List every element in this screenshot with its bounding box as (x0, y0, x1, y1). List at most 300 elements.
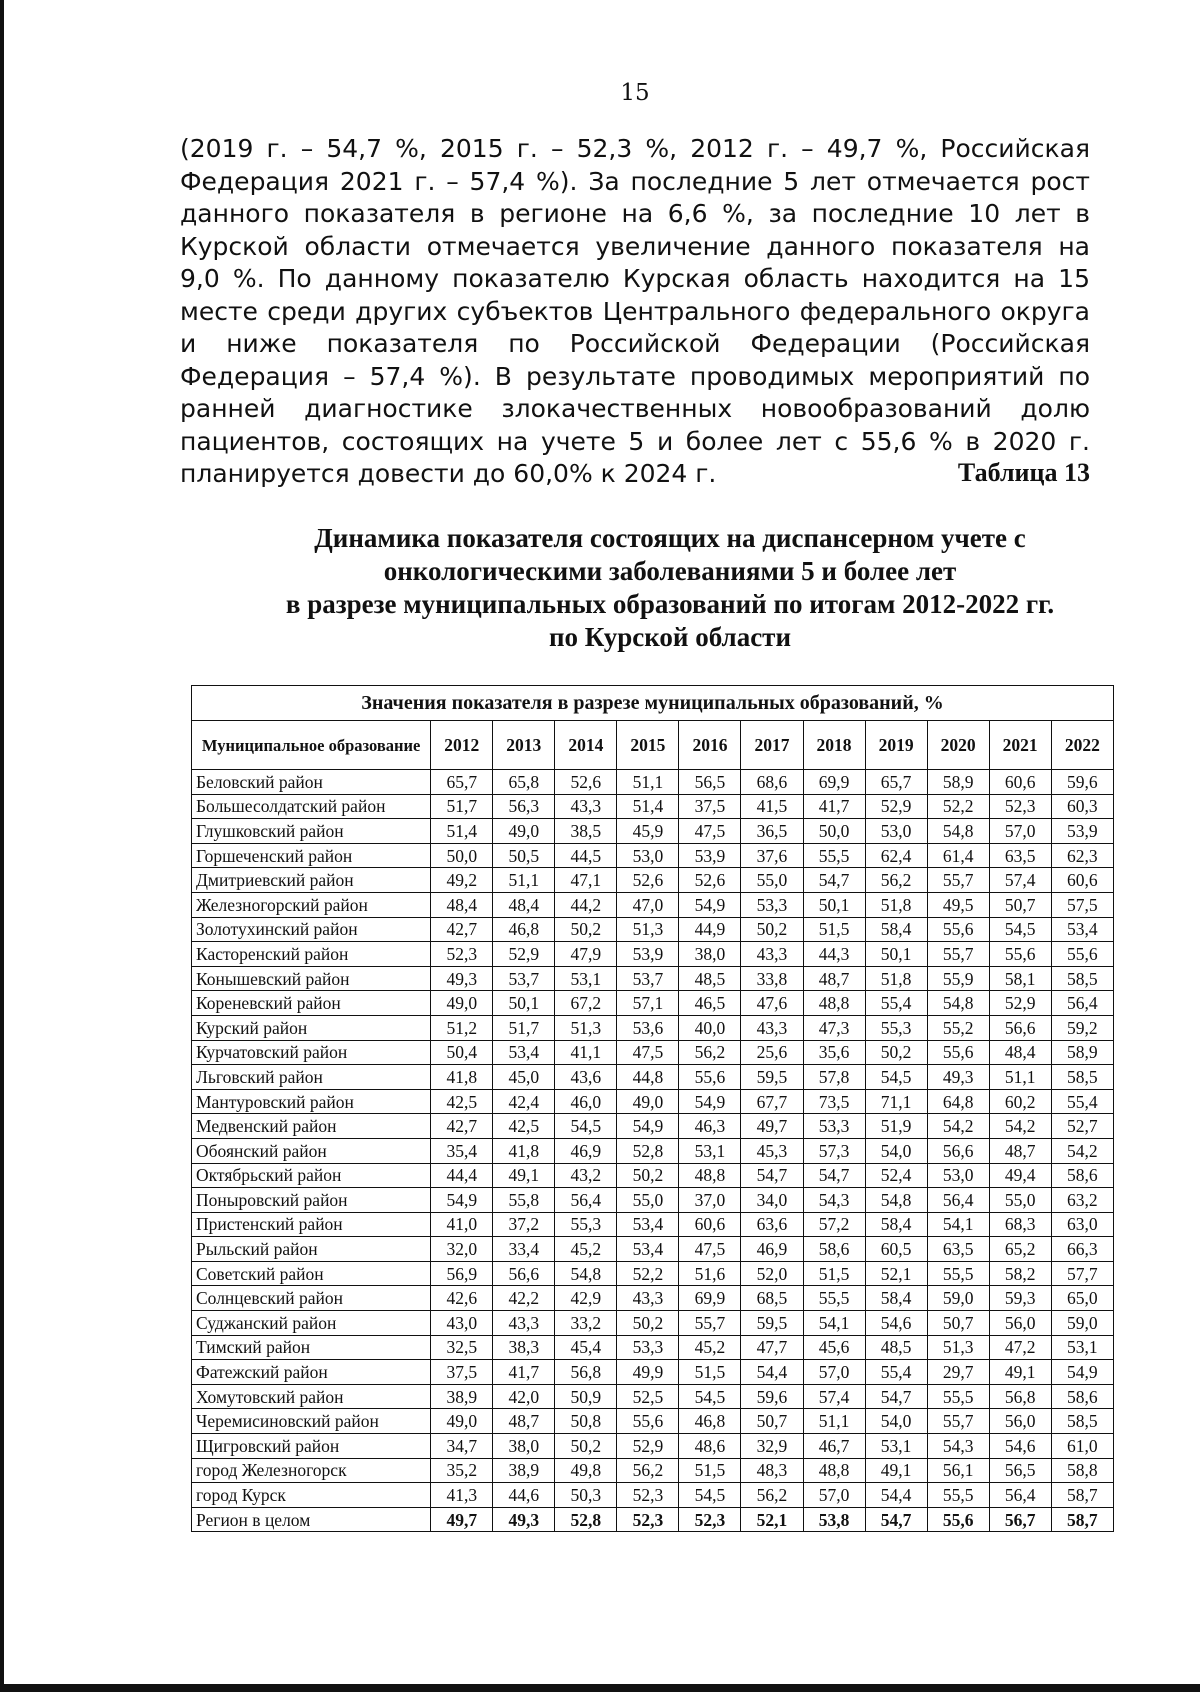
indicator-value: 45,2 (679, 1335, 741, 1360)
indicator-value: 50,2 (617, 1163, 679, 1188)
indicator-value: 48,5 (679, 966, 741, 991)
indicator-value: 41,0 (431, 1212, 493, 1237)
indicator-value: 42,7 (431, 917, 493, 942)
indicator-value: 53,9 (617, 942, 679, 967)
indicator-value: 64,8 (927, 1089, 989, 1114)
indicator-value: 56,2 (865, 868, 927, 893)
indicator-value: 35,4 (431, 1138, 493, 1163)
indicator-value: 38,3 (493, 1335, 555, 1360)
table-row (192, 942, 1114, 967)
indicator-value: 52,8 (555, 1507, 617, 1532)
indicator-value: 53,3 (803, 1114, 865, 1139)
municipality-name: Поныровский район (192, 1188, 431, 1213)
indicator-value: 49,1 (865, 1458, 927, 1483)
indicator-value: 54,9 (679, 1089, 741, 1114)
municipality-name: Фатежский район (192, 1360, 431, 1385)
table-row (192, 991, 1114, 1016)
indicator-value: 43,2 (555, 1163, 617, 1188)
indicator-value: 51,4 (431, 819, 493, 844)
indicator-value: 55,6 (1051, 942, 1113, 967)
indicator-value: 60,3 (1051, 794, 1113, 819)
municipality-name: Железногорский район (192, 892, 431, 917)
indicator-value: 59,3 (989, 1286, 1051, 1311)
indicator-value: 58,9 (1051, 1040, 1113, 1065)
indicator-value: 41,7 (803, 794, 865, 819)
indicator-value: 44,5 (555, 843, 617, 868)
indicator-value: 43,3 (617, 1286, 679, 1311)
indicator-value: 54,7 (741, 1163, 803, 1188)
indicator-value: 55,4 (865, 991, 927, 1016)
indicator-value: 68,3 (989, 1212, 1051, 1237)
table-row (192, 1384, 1114, 1409)
indicator-value: 53,9 (1051, 819, 1113, 844)
indicator-value: 49,2 (431, 868, 493, 893)
table-title-line: онкологическими заболеваниями 5 и более лет (383, 556, 957, 586)
indicator-value: 65,7 (865, 770, 927, 795)
indicator-value: 55,8 (493, 1188, 555, 1213)
indicator-value: 44,9 (679, 917, 741, 942)
indicator-value: 56,4 (989, 1483, 1051, 1508)
indicator-value: 43,6 (555, 1065, 617, 1090)
indicator-value: 38,0 (493, 1434, 555, 1459)
indicator-value: 54,5 (865, 1065, 927, 1090)
indicator-value: 58,6 (1051, 1163, 1113, 1188)
indicator-value: 49,3 (493, 1507, 555, 1532)
indicator-value: 67,7 (741, 1089, 803, 1114)
indicator-value: 54,8 (865, 1188, 927, 1213)
indicator-value: 55,7 (927, 942, 989, 967)
municipality-name: Рыльский район (192, 1237, 431, 1262)
indicator-value: 65,7 (431, 770, 493, 795)
indicator-value: 38,9 (493, 1458, 555, 1483)
indicator-value: 48,8 (803, 991, 865, 1016)
indicator-value: 62,4 (865, 843, 927, 868)
indicator-value: 60,2 (989, 1089, 1051, 1114)
indicator-value: 56,3 (493, 794, 555, 819)
indicator-value: 35,6 (803, 1040, 865, 1065)
indicator-value: 50,7 (927, 1311, 989, 1336)
indicator-value: 46,7 (803, 1434, 865, 1459)
indicator-value: 73,5 (803, 1089, 865, 1114)
column-header-year: 2014 (555, 721, 617, 770)
indicator-value: 65,2 (989, 1237, 1051, 1262)
indicator-value: 53,3 (617, 1335, 679, 1360)
indicator-value: 50,8 (555, 1409, 617, 1434)
municipality-name: Конышевский район (192, 966, 431, 991)
indicator-value: 62,3 (1051, 843, 1113, 868)
indicator-value: 54,1 (803, 1311, 865, 1336)
indicator-value: 48,8 (803, 1458, 865, 1483)
indicator-value: 59,6 (741, 1384, 803, 1409)
indicator-value: 68,5 (741, 1286, 803, 1311)
indicator-value: 54,7 (803, 1163, 865, 1188)
indicator-value: 67,2 (555, 991, 617, 1016)
indicator-value: 52,9 (865, 794, 927, 819)
indicator-value: 54,8 (927, 819, 989, 844)
indicator-value: 54,9 (1051, 1360, 1113, 1385)
indicator-value: 49,0 (493, 819, 555, 844)
indicator-value: 55,5 (927, 1261, 989, 1286)
indicator-value: 51,5 (679, 1458, 741, 1483)
indicator-value: 53,4 (617, 1212, 679, 1237)
indicator-value: 50,7 (741, 1409, 803, 1434)
indicator-value: 45,6 (803, 1335, 865, 1360)
indicator-value: 71,1 (865, 1089, 927, 1114)
indicator-value: 60,6 (1051, 868, 1113, 893)
indicator-value: 54,9 (617, 1114, 679, 1139)
indicator-value: 47,3 (803, 1015, 865, 1040)
municipality-name: город Курск (192, 1483, 431, 1508)
indicator-value: 52,6 (679, 868, 741, 893)
table-row (192, 1434, 1114, 1459)
indicator-value: 43,3 (555, 794, 617, 819)
indicator-value: 55,7 (927, 1409, 989, 1434)
indicator-value: 41,5 (741, 794, 803, 819)
indicator-value: 58,7 (1051, 1507, 1113, 1532)
indicator-value: 47,6 (741, 991, 803, 1016)
indicator-value: 58,7 (1051, 1483, 1113, 1508)
indicator-value: 56,8 (555, 1360, 617, 1385)
indicator-value: 49,0 (431, 991, 493, 1016)
indicator-value: 57,2 (803, 1212, 865, 1237)
indicator-value: 53,4 (1051, 917, 1113, 942)
indicator-value: 55,6 (927, 1507, 989, 1532)
indicator-value: 58,4 (865, 1286, 927, 1311)
table-row (192, 1212, 1114, 1237)
indicator-value: 34,7 (431, 1434, 493, 1459)
indicator-value: 57,0 (803, 1483, 865, 1508)
indicator-value: 54,1 (927, 1212, 989, 1237)
indicator-value: 37,5 (679, 794, 741, 819)
indicator-value: 56,5 (679, 770, 741, 795)
indicator-value: 54,7 (803, 868, 865, 893)
indicator-value: 50,0 (431, 843, 493, 868)
indicator-value: 56,2 (679, 1040, 741, 1065)
indicator-value: 53,1 (555, 966, 617, 991)
table-title (240, 522, 1100, 654)
indicator-value: 54,5 (989, 917, 1051, 942)
indicator-value: 52,9 (493, 942, 555, 967)
municipality-name: Щигровский район (192, 1434, 431, 1459)
indicator-value: 53,1 (679, 1138, 741, 1163)
indicator-value: 56,9 (431, 1261, 493, 1286)
indicator-value: 45,0 (493, 1065, 555, 1090)
indicator-value: 59,5 (741, 1065, 803, 1090)
indicator-value: 42,5 (493, 1114, 555, 1139)
indicator-value: 50,1 (803, 892, 865, 917)
municipality-name: Касторенский район (192, 942, 431, 967)
municipality-name: Курчатовский район (192, 1040, 431, 1065)
table-body (192, 770, 1114, 1532)
indicator-value: 55,4 (865, 1360, 927, 1385)
indicator-value: 51,1 (493, 868, 555, 893)
indicator-value: 55,0 (989, 1188, 1051, 1213)
indicator-value: 46,9 (741, 1237, 803, 1262)
table-row (192, 1040, 1114, 1065)
indicator-value: 46,9 (555, 1138, 617, 1163)
indicator-table (191, 685, 1114, 1532)
indicator-value: 49,8 (555, 1458, 617, 1483)
indicator-value: 54,3 (927, 1434, 989, 1459)
indicator-value: 56,8 (989, 1384, 1051, 1409)
page-number: 15 (620, 80, 650, 106)
indicator-value: 53,4 (617, 1237, 679, 1262)
indicator-value: 44,4 (431, 1163, 493, 1188)
indicator-value: 42,2 (493, 1286, 555, 1311)
indicator-value: 56,0 (989, 1311, 1051, 1336)
indicator-value: 52,3 (617, 1507, 679, 1532)
indicator-value: 37,0 (679, 1188, 741, 1213)
table-row (192, 1138, 1114, 1163)
municipality-name: Льговский район (192, 1065, 431, 1090)
indicator-value: 58,6 (803, 1237, 865, 1262)
indicator-value: 29,7 (927, 1360, 989, 1385)
indicator-value: 33,4 (493, 1237, 555, 1262)
column-header-year: 2017 (741, 721, 803, 770)
indicator-value: 51,3 (617, 917, 679, 942)
indicator-value: 52,2 (617, 1261, 679, 1286)
indicator-value: 57,5 (1051, 892, 1113, 917)
indicator-value: 25,6 (741, 1040, 803, 1065)
indicator-value: 47,0 (617, 892, 679, 917)
indicator-value: 44,8 (617, 1065, 679, 1090)
indicator-value: 54,5 (555, 1114, 617, 1139)
indicator-value: 52,9 (989, 991, 1051, 1016)
indicator-value: 44,2 (555, 892, 617, 917)
indicator-value: 48,4 (989, 1040, 1051, 1065)
indicator-value: 49,7 (431, 1507, 493, 1532)
table-row (192, 868, 1114, 893)
indicator-value: 51,3 (927, 1335, 989, 1360)
indicator-value: 56,4 (927, 1188, 989, 1213)
indicator-value: 51,1 (989, 1065, 1051, 1090)
table-row (192, 1458, 1114, 1483)
municipality-name: Солнцевский район (192, 1286, 431, 1311)
indicator-value: 46,8 (679, 1409, 741, 1434)
indicator-value: 54,2 (989, 1114, 1051, 1139)
indicator-value: 63,2 (1051, 1188, 1113, 1213)
indicator-value: 44,3 (803, 942, 865, 967)
table-row (192, 1286, 1114, 1311)
indicator-value: 58,4 (865, 917, 927, 942)
indicator-value: 42,5 (431, 1089, 493, 1114)
column-header-year: 2015 (617, 721, 679, 770)
indicator-value: 43,3 (493, 1311, 555, 1336)
indicator-value: 53,0 (865, 819, 927, 844)
indicator-value: 69,9 (679, 1286, 741, 1311)
indicator-value: 45,9 (617, 819, 679, 844)
indicator-value: 54,2 (1051, 1138, 1113, 1163)
indicator-value: 56,7 (989, 1507, 1051, 1532)
indicator-value: 37,5 (431, 1360, 493, 1385)
indicator-value: 54,6 (989, 1434, 1051, 1459)
table-row (192, 1188, 1114, 1213)
indicator-value: 54,9 (679, 892, 741, 917)
table-label: Таблица 13 (957, 458, 1090, 487)
indicator-value: 52,0 (741, 1261, 803, 1286)
municipality-name: Медвенский район (192, 1114, 431, 1139)
indicator-value: 55,3 (865, 1015, 927, 1040)
indicator-value: 42,0 (493, 1384, 555, 1409)
table-row (192, 1114, 1114, 1139)
indicator-value: 48,5 (865, 1335, 927, 1360)
table-row (192, 1360, 1114, 1385)
indicator-value: 49,1 (493, 1163, 555, 1188)
indicator-value: 54,2 (927, 1114, 989, 1139)
column-header-municipality: Муниципальное образование (192, 721, 431, 770)
table-total-row (192, 1507, 1114, 1532)
indicator-value: 32,5 (431, 1335, 493, 1360)
indicator-value: 50,2 (555, 1434, 617, 1459)
indicator-value: 55,6 (679, 1065, 741, 1090)
table-caption: Значения показателя в разрезе муниципальных образований, % (192, 686, 1114, 721)
table-row (192, 1311, 1114, 1336)
indicator-value: 49,7 (741, 1114, 803, 1139)
indicator-value: 49,4 (989, 1163, 1051, 1188)
indicator-value: 53,8 (803, 1507, 865, 1532)
indicator-value: 60,5 (865, 1237, 927, 1262)
indicator-value: 52,3 (431, 942, 493, 967)
indicator-value: 55,5 (803, 843, 865, 868)
indicator-value: 48,4 (431, 892, 493, 917)
indicator-value: 53,0 (927, 1163, 989, 1188)
indicator-value: 55,0 (741, 868, 803, 893)
indicator-value: 55,5 (927, 1483, 989, 1508)
indicator-value: 33,8 (741, 966, 803, 991)
table-title-line: Динамика показателя состоящих на диспансерном учете с (314, 523, 1026, 553)
indicator-value: 57,7 (1051, 1261, 1113, 1286)
indicator-value: 54,3 (803, 1188, 865, 1213)
indicator-value: 50,2 (617, 1311, 679, 1336)
indicator-value: 55,4 (1051, 1089, 1113, 1114)
indicator-value: 51,2 (431, 1015, 493, 1040)
indicator-value: 47,5 (679, 1237, 741, 1262)
indicator-value: 58,5 (1051, 1409, 1113, 1434)
table-row (192, 770, 1114, 795)
municipality-name: Регион в целом (192, 1507, 431, 1532)
indicator-value: 54,5 (679, 1384, 741, 1409)
indicator-value: 51,8 (865, 892, 927, 917)
indicator-value: 55,6 (927, 917, 989, 942)
indicator-value: 48,6 (679, 1434, 741, 1459)
table-row (192, 917, 1114, 942)
indicator-value: 54,7 (865, 1384, 927, 1409)
indicator-value: 36,5 (741, 819, 803, 844)
indicator-value: 52,6 (555, 770, 617, 795)
column-header-year: 2016 (679, 721, 741, 770)
indicator-value: 52,5 (617, 1384, 679, 1409)
indicator-value: 53,7 (493, 966, 555, 991)
municipality-name: Беловский район (192, 770, 431, 795)
indicator-value: 55,6 (617, 1409, 679, 1434)
indicator-value: 56,6 (989, 1015, 1051, 1040)
indicator-value: 49,5 (927, 892, 989, 917)
table-row (192, 1409, 1114, 1434)
indicator-value: 47,5 (679, 819, 741, 844)
indicator-value: 65,8 (493, 770, 555, 795)
indicator-value: 46,0 (555, 1089, 617, 1114)
indicator-value: 61,0 (1051, 1434, 1113, 1459)
scan-edge-bottom (0, 1684, 1200, 1692)
indicator-value: 58,9 (927, 770, 989, 795)
table-row (192, 1089, 1114, 1114)
municipality-name: Пристенский район (192, 1212, 431, 1237)
indicator-value: 51,1 (803, 1409, 865, 1434)
indicator-value: 47,1 (555, 868, 617, 893)
indicator-value: 50,7 (989, 892, 1051, 917)
indicator-value: 52,7 (1051, 1114, 1113, 1139)
indicator-value: 38,0 (679, 942, 741, 967)
indicator-value: 50,4 (431, 1040, 493, 1065)
indicator-value: 51,5 (803, 917, 865, 942)
indicator-value: 55,7 (927, 868, 989, 893)
indicator-value: 56,2 (741, 1483, 803, 1508)
indicator-value: 50,3 (555, 1483, 617, 1508)
municipality-name: Большесолдатский район (192, 794, 431, 819)
indicator-value: 59,5 (741, 1311, 803, 1336)
indicator-value: 54,9 (431, 1188, 493, 1213)
indicator-value: 41,1 (555, 1040, 617, 1065)
indicator-value: 41,8 (431, 1065, 493, 1090)
table-row (192, 1015, 1114, 1040)
indicator-value: 53,0 (617, 843, 679, 868)
indicator-value: 42,9 (555, 1286, 617, 1311)
indicator-value: 58,8 (1051, 1458, 1113, 1483)
municipality-name: Октябрьский район (192, 1163, 431, 1188)
indicator-value: 50,1 (493, 991, 555, 1016)
indicator-value: 63,0 (1051, 1212, 1113, 1237)
indicator-value: 51,4 (617, 794, 679, 819)
indicator-value: 49,0 (617, 1089, 679, 1114)
indicator-value: 68,6 (741, 770, 803, 795)
indicator-value: 49,0 (431, 1409, 493, 1434)
indicator-value: 55,9 (927, 966, 989, 991)
table-title-line: в разрезе муниципальных образований по итогам 2012-2022 гг. (285, 589, 1055, 619)
indicator-value: 41,8 (493, 1138, 555, 1163)
indicator-value: 50,5 (493, 843, 555, 868)
indicator-value: 51,5 (803, 1261, 865, 1286)
indicator-value: 51,9 (865, 1114, 927, 1139)
indicator-value: 32,0 (431, 1237, 493, 1262)
indicator-value: 56,4 (555, 1188, 617, 1213)
indicator-value: 58,1 (989, 966, 1051, 991)
indicator-value: 42,6 (431, 1286, 493, 1311)
indicator-value: 34,0 (741, 1188, 803, 1213)
municipality-name: Обоянский район (192, 1138, 431, 1163)
table-header-row (192, 721, 1114, 770)
indicator-value: 48,4 (493, 892, 555, 917)
indicator-value: 55,2 (927, 1015, 989, 1040)
municipality-name: город Железногорск (192, 1458, 431, 1483)
indicator-value: 51,5 (679, 1360, 741, 1385)
indicator-value: 55,0 (617, 1188, 679, 1213)
indicator-value: 50,2 (865, 1040, 927, 1065)
indicator-value: 38,9 (431, 1384, 493, 1409)
indicator-value: 56,1 (927, 1458, 989, 1483)
indicator-value: 58,6 (1051, 1384, 1113, 1409)
indicator-value: 56,6 (493, 1261, 555, 1286)
municipality-name: Тимский район (192, 1335, 431, 1360)
indicator-value: 47,5 (617, 1040, 679, 1065)
indicator-value: 59,0 (1051, 1311, 1113, 1336)
indicator-value: 54,8 (555, 1261, 617, 1286)
indicator-value: 58,5 (1051, 1065, 1113, 1090)
indicator-value: 52,4 (865, 1163, 927, 1188)
table-row (192, 1163, 1114, 1188)
indicator-value: 54,7 (865, 1507, 927, 1532)
indicator-value: 50,1 (865, 942, 927, 967)
indicator-value: 54,8 (927, 991, 989, 1016)
